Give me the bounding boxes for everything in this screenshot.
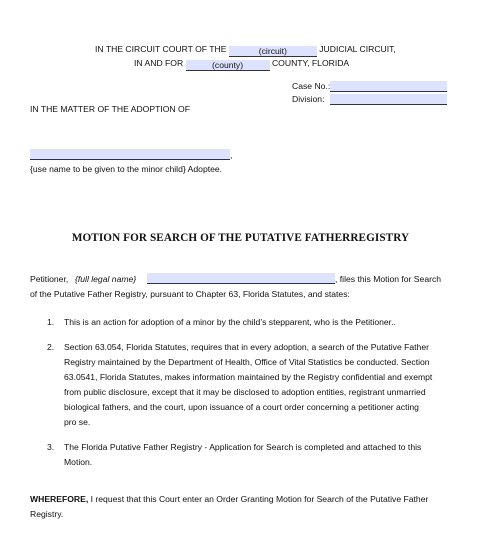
item-3-line: The Florida Putative Father Registry - Application for Search is completed and attached to this: [64, 442, 422, 452]
adoptee-name-field[interactable]: [30, 149, 233, 160]
division-label: Division:: [292, 94, 325, 104]
case-no-label: Case No.:: [292, 81, 331, 91]
circuit-field[interactable]: (circuit): [229, 46, 317, 57]
item-2-line: 63.0541, Florida Statutes, makes information maintained by the Registry confidential and exempt: [64, 372, 433, 382]
item-1-number: 1.: [47, 317, 55, 327]
petitioner-name-field[interactable]: [147, 273, 335, 284]
petitioner-label: Petitioner,: [30, 274, 69, 284]
wherefore-rest: I request that this Court enter an Order Granting Motion for Search of the Putative Father: [88, 494, 429, 504]
court-prefix: IN THE CIRCUIT COURT OF THE: [95, 44, 227, 54]
court-header-line1: [95, 44, 396, 57]
petitioner-line2: of the Putative Father Registry, pursuant to Chapter 63, Florida Statutes, and states:: [30, 289, 350, 299]
adoptee-note: {use name to be given to the minor child} Adoptee.: [30, 164, 223, 174]
adoptee-comma: ,: [230, 150, 233, 160]
wherefore-line1: [30, 494, 428, 504]
item-1-line: This is an action for adoption of a minor by the child’s stepparent, who is the Petitioner..: [64, 317, 396, 327]
item-3-number: 3.: [47, 442, 55, 452]
division-field[interactable]: [330, 94, 447, 105]
document-title: MOTION FOR SEARCH OF THE PUTATIVE FATHERREGISTRY: [71, 232, 410, 244]
petitioner-line1-suffix: , files this Motion for Search: [335, 274, 442, 284]
item-3-line: Motion.: [64, 457, 93, 467]
county-suffix: COUNTY, FLORIDA: [271, 58, 350, 68]
petitioner-placeholder: {full legal name}: [75, 274, 137, 284]
item-2-line: biological fathers, and the court, upon issuance of a court order concerning a petitioner acting: [64, 402, 419, 412]
item-2-line: from public disclosure, except that it may be disclosed to adoption entities, registrant unmarried: [64, 387, 426, 397]
wherefore-line2: Registry.: [30, 509, 64, 519]
court-header-line2: [134, 58, 349, 71]
case-no-field[interactable]: [330, 81, 447, 92]
matter-heading: IN THE MATTER OF THE ADOPTION OF: [30, 104, 190, 114]
item-2-number: 2.: [47, 342, 55, 352]
county-field[interactable]: (county): [186, 60, 270, 71]
court-suffix: JUDICIAL CIRCUIT,: [319, 44, 396, 54]
wherefore-bold: WHEREFORE,: [30, 494, 89, 504]
item-2-line: Section 63.054, Florida Statutes, requires that in every adoption, a search of the Putative Father: [64, 342, 429, 352]
item-2-line: Registry maintained by the Department of Health, Office of Vital Statistics be conducted. Section: [64, 357, 430, 367]
county-prefix: IN AND FOR: [134, 58, 184, 68]
item-2-line: pro se.: [64, 417, 91, 427]
